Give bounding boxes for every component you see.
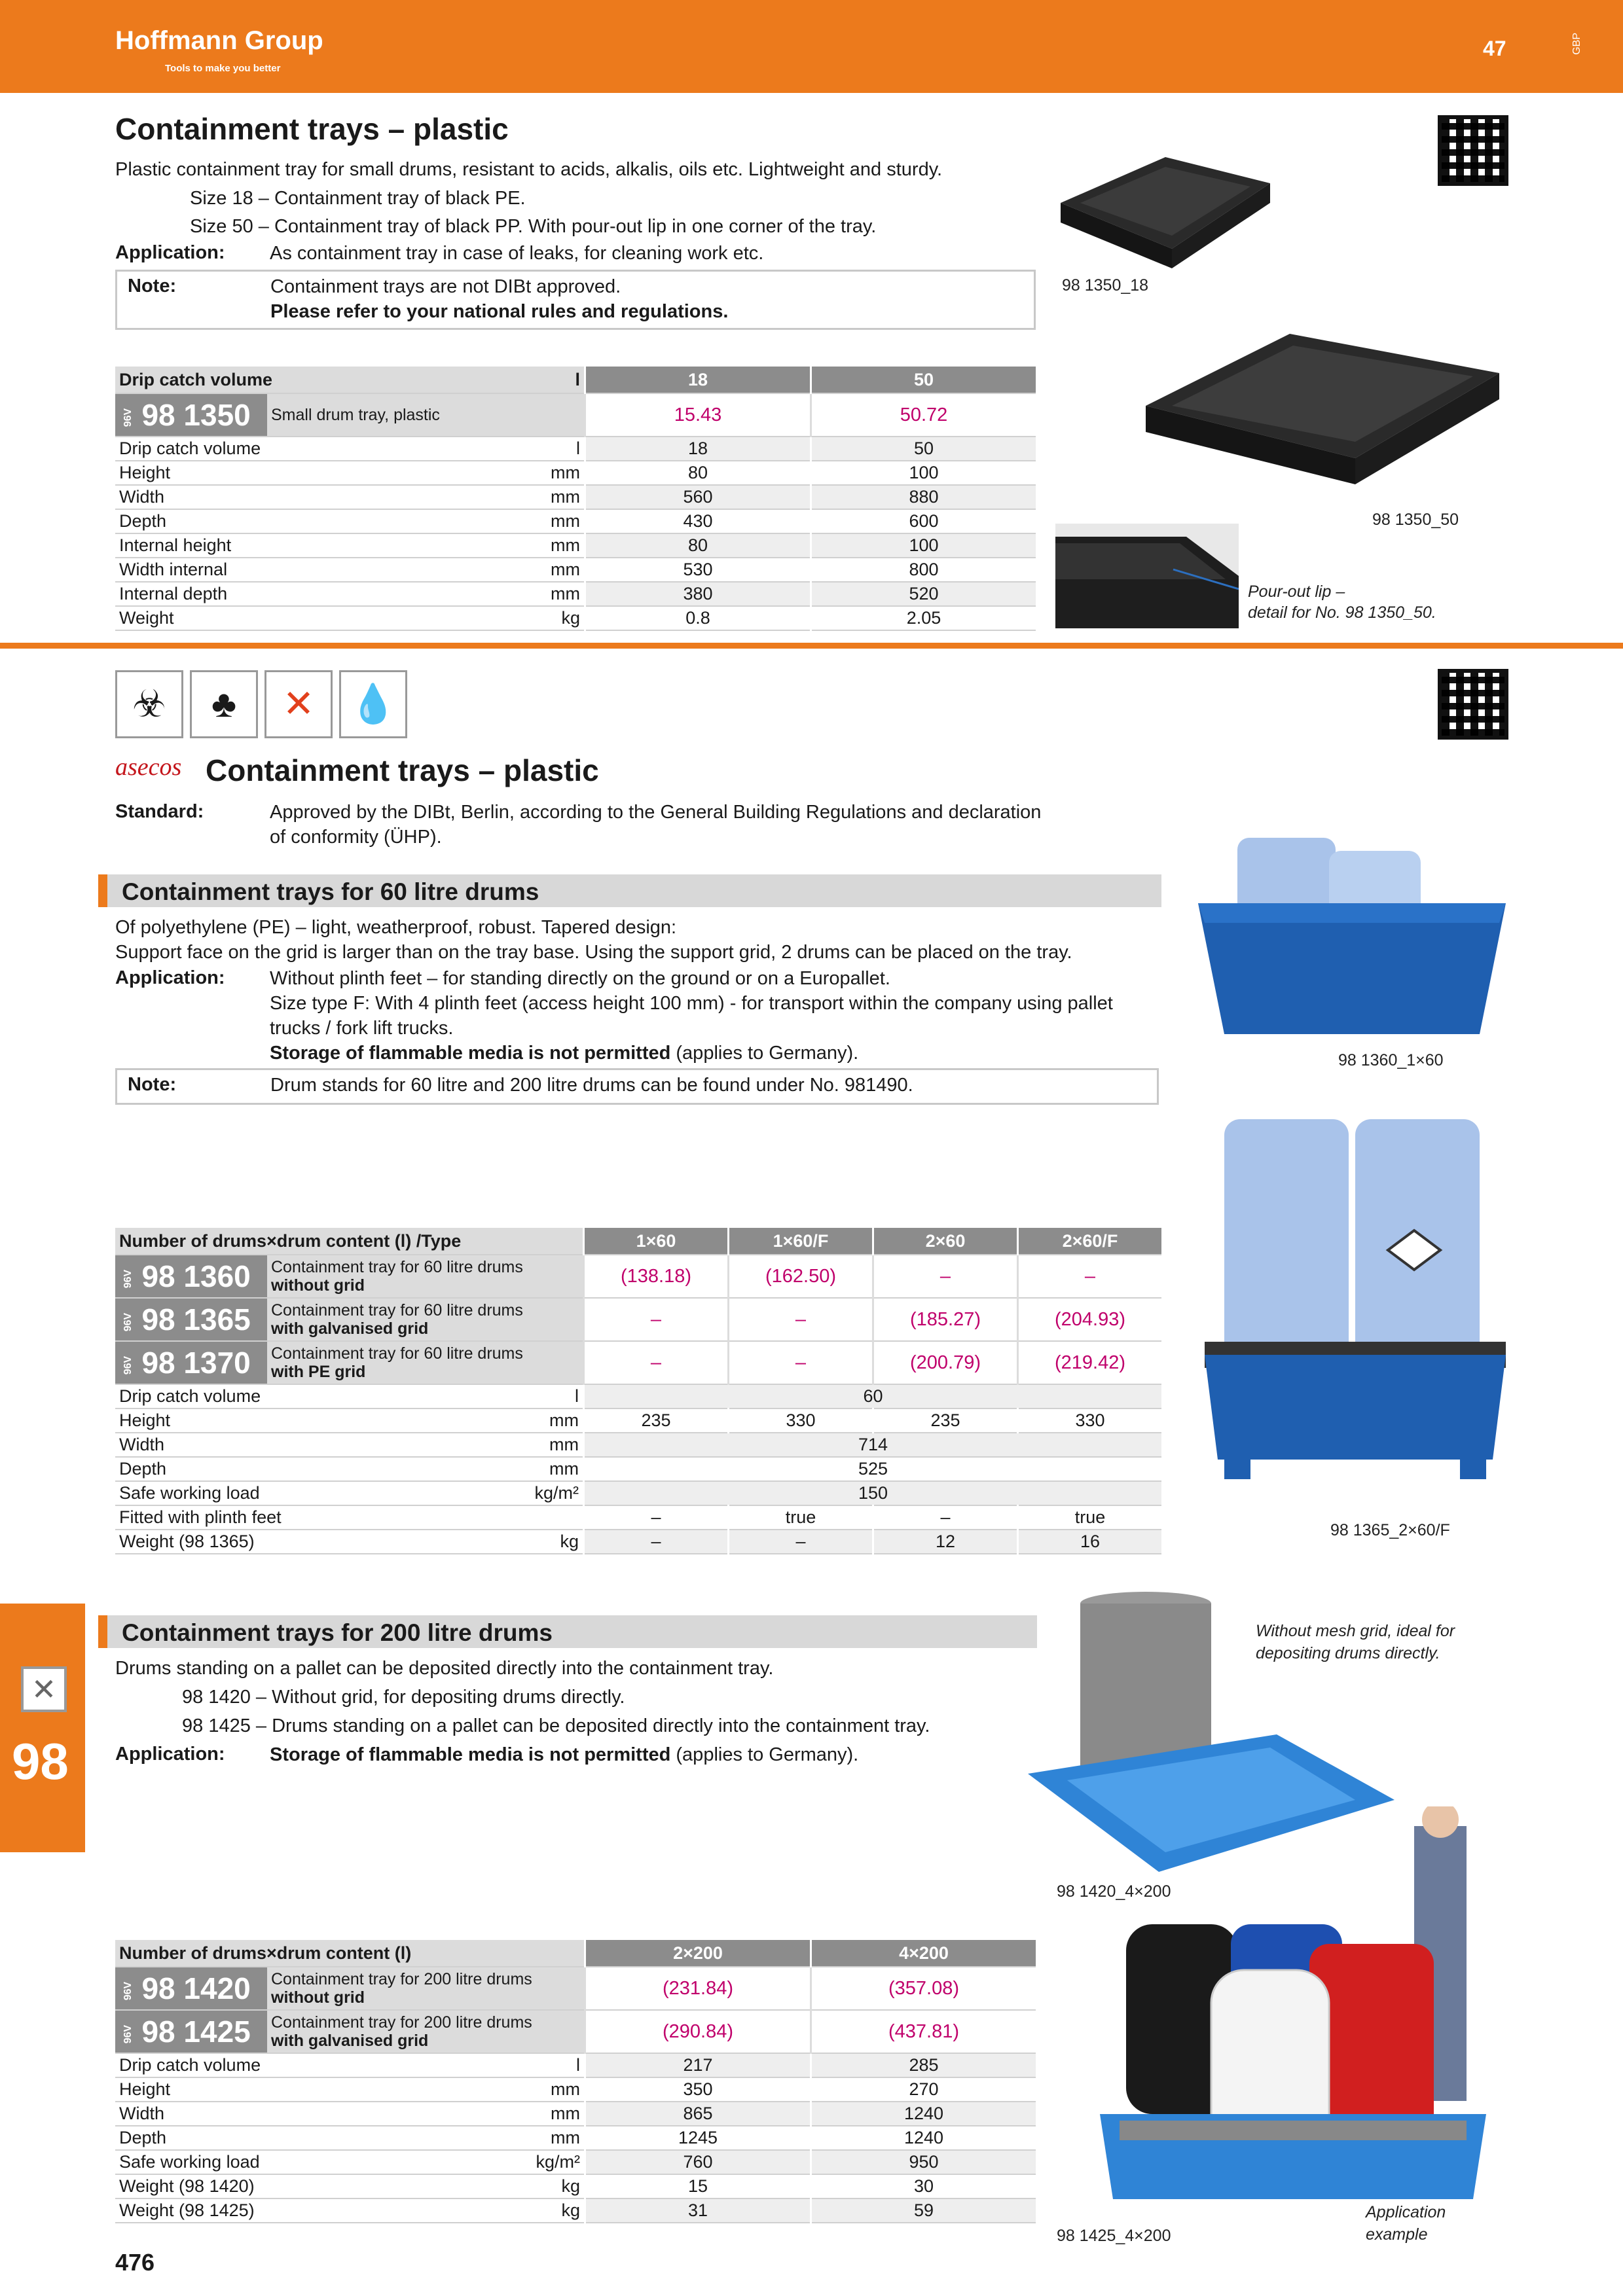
- environment-hazard-icon: ♣: [190, 670, 258, 738]
- sub60-line2: Support face on the grid is larger than on the tray base. Using the support grid, 2 drums can be placed on the tray.: [115, 942, 1072, 963]
- table-row: Fitted with plinth feet – true – true: [115, 1505, 1161, 1530]
- table-row: Height mm 80 100: [115, 461, 1036, 485]
- sub60-title: Containment trays for 60 litre drums: [122, 878, 539, 905]
- app-example-2: example: [1366, 2225, 1428, 2244]
- grade-icon: 96V: [122, 2024, 134, 2044]
- table-60-litre: Number of drums×drum content (l) /Type 1×60 1×60/F 2×60 2×60/F 96V 98 1360 Containment tray for 60 litre drums without grid (138.18) (162.50) – – 96V 98 1365 Containment tray for 60 litre drums with galvanised grid – – (185.27) (204.93) 96V 98 1370 Containment tray for 60 litre drums with PE grid – – (200.79) (219.42) Drip catch volume l 60 Height mm 235 330 235 330 Width mm 714 Depth mm 525 Safe working load kg/m² 150 Fitted with plinth feet – true – true Weight (98 1365) kg – – 12 16: [115, 1228, 1161, 1554]
- sub60-header: [98, 874, 1161, 907]
- table-row: Width mm 714: [115, 1433, 1161, 1457]
- table-row: Weight (98 1420) kg 15 30: [115, 2174, 1036, 2198]
- qr-code-icon[interactable]: [1438, 669, 1508, 740]
- article-number[interactable]: 96V 98 1370: [115, 1341, 267, 1384]
- product-desc: Containment tray for 200 litre drums with galvanised grid: [267, 2010, 585, 2053]
- pour-lip-detail-image: [1055, 524, 1239, 628]
- page-header: [0, 0, 1623, 93]
- table-row: Safe working load kg/m² 760 950: [115, 2150, 1036, 2174]
- section2-title: Containment trays – plastic: [206, 753, 599, 787]
- table-row: Depth mm 525: [115, 1457, 1161, 1481]
- table-row: 96V 98 1420 Containment tray for 200 litre drums without grid (231.84) (357.08): [115, 1967, 1036, 2010]
- brand-logo: [115, 26, 323, 56]
- table-row: Safe working load kg/m² 150: [115, 1481, 1161, 1505]
- table-row: Width mm 865 1240: [115, 2102, 1036, 2126]
- grade-icon: 96V: [122, 1269, 134, 1289]
- sub200-application-label: Application:: [115, 1744, 225, 1765]
- table-row: [115, 393, 1036, 437]
- region-code: GBP: [1571, 33, 1582, 55]
- table-row: Depth mm 1245 1240: [115, 2126, 1036, 2150]
- article-number[interactable]: 96V 98 1420: [115, 1967, 267, 2010]
- application-example-image: [1093, 1806, 1512, 2225]
- table-row: Height mm 350 270: [115, 2077, 1036, 2102]
- caption-18: 98 1350_18: [1062, 276, 1149, 295]
- img-note-1: Without mesh grid, ideal for: [1256, 1622, 1455, 1640]
- table-981350: [115, 367, 1036, 631]
- table-row: Height mm 235 330 235 330: [115, 1408, 1161, 1433]
- header-page-number: 47: [1483, 37, 1506, 60]
- table-header-label: Number of drums×drum content (l): [115, 1940, 585, 1967]
- logo-text: Hoffmann Group: [115, 26, 323, 55]
- sub200-app: Storage of flammable media is not permitted (applies to Germany).: [270, 1744, 859, 1765]
- table-row: Internal height mm 80 100: [115, 533, 1036, 558]
- img-note-2: depositing drums directly.: [1256, 1644, 1440, 1662]
- col-18: 18: [585, 367, 811, 393]
- caption-1425: 98 1425_4×200: [1057, 2227, 1171, 2245]
- table-row: Width mm 560 880: [115, 485, 1036, 509]
- grade-icon: 96V: [122, 1981, 134, 2001]
- table-row: Weight (98 1425) kg 31 59: [115, 2198, 1036, 2223]
- article-number[interactable]: 96V 98 1425: [115, 2010, 267, 2053]
- no-flammable-icon: ✕: [264, 670, 333, 738]
- note-line2: Please refer to your national rules and regulations.: [270, 301, 729, 322]
- note-label: Note:: [128, 276, 177, 296]
- chapter-icon: ✕: [21, 1666, 67, 1712]
- table-row: 96V 98 1360 Containment tray for 60 litre drums without grid (138.18) (162.50) – –: [115, 1255, 1161, 1298]
- protect-water-icon: 💧: [339, 670, 407, 738]
- sub60-app3: trucks / fork lift trucks.: [270, 1018, 454, 1039]
- tray-1x60-image: [1198, 831, 1512, 1047]
- tray-2x60F-image: [1198, 1119, 1512, 1486]
- table-row: 96V 98 1370 Containment tray for 60 litre drums with PE grid – – (200.79) (219.42): [115, 1341, 1161, 1384]
- table-row: Drip catch volume l 18 50: [115, 437, 1036, 461]
- sub200-title: Containment trays for 200 litre drums: [122, 1619, 553, 1646]
- tray-18-image: [1054, 131, 1277, 275]
- sub60-note-label: Note:: [128, 1074, 177, 1095]
- product-desc: Containment tray for 60 litre drums without grid: [267, 1255, 584, 1298]
- corrosive-hazard-icon: ☣: [115, 670, 183, 738]
- sub60-note-box: [115, 1068, 1159, 1105]
- sub60-application-label: Application:: [115, 967, 225, 988]
- pour-caption-2: detail for No. 98 1350_50.: [1248, 603, 1436, 622]
- sub60-app1: Without plinth feet – for standing directly on the ground or on a Europallet.: [270, 968, 890, 989]
- table-row: Width internal mm 530 800: [115, 558, 1036, 582]
- pour-caption-1: Pour-out lip –: [1248, 583, 1345, 601]
- app-example-1: Application: [1366, 2203, 1446, 2221]
- caption-1x60: 98 1360_1×60: [1338, 1051, 1444, 1069]
- chapter-tab[interactable]: [0, 1604, 85, 1852]
- product-desc: Containment tray for 60 litre drums with PE grid: [267, 1341, 584, 1384]
- table-row: Depth mm 430 600: [115, 509, 1036, 533]
- product-desc: Small drum tray, plastic: [267, 393, 585, 437]
- article-number[interactable]: 96V 98 1365: [115, 1298, 267, 1341]
- col-50: 50: [811, 367, 1036, 393]
- grade-icon: 96V: [122, 408, 134, 427]
- table-row: Weight (98 1365) kg – – 12 16: [115, 1530, 1161, 1554]
- footer-page-number: 476: [115, 2249, 155, 2276]
- sub200-item2: 98 1425 – Drums standing on a pallet can be deposited directly into the containment tray.: [182, 1715, 930, 1736]
- section1-title: Containment trays – plastic: [115, 112, 509, 146]
- product-desc: Containment tray for 200 litre drums without grid: [267, 1967, 585, 2010]
- caption-50: 98 1350_50: [1372, 511, 1459, 529]
- accent-bar: [98, 1615, 107, 1648]
- table-row: 96V 98 1365 Containment tray for 60 litre drums with galvanised grid – – (185.27) (204.93): [115, 1298, 1161, 1341]
- table-row: Drip catch volume l 217 285: [115, 2053, 1036, 2077]
- sub60-app2: Size type F: With 4 plinth feet (access height 100 mm) - for transport within the company using pallet: [270, 993, 1113, 1014]
- table-row: Drip catch volume l 60: [115, 1384, 1161, 1408]
- qr-code-icon[interactable]: [1438, 115, 1508, 186]
- sub200-header: [98, 1615, 1037, 1648]
- note-line1: Containment trays are not DIBt approved.: [270, 276, 621, 297]
- caption-1420: 98 1420_4×200: [1057, 1882, 1171, 1901]
- price: 15.43: [585, 393, 811, 437]
- price: 50.72: [811, 393, 1036, 437]
- grade-icon: 96V: [122, 1312, 134, 1332]
- chapter-number: 98: [12, 1732, 69, 1790]
- sub200-line1: Drums standing on a pallet can be deposited directly into the containment tray.: [115, 1658, 774, 1679]
- standard-label: Standard:: [115, 801, 204, 822]
- sub60-app4: Storage of flammable media is not permitted (applies to Germany).: [270, 1043, 859, 1064]
- accent-bar: [98, 874, 107, 907]
- application-text: As containment tray in case of leaks, for cleaning work etc.: [270, 243, 764, 264]
- caption-2x60F: 98 1365_2×60/F: [1330, 1521, 1450, 1539]
- note-box: [115, 270, 1036, 330]
- asecos-logo: asecos: [115, 753, 182, 781]
- table-200-litre: Number of drums×drum content (l) 2×200 4×200 96V 98 1420 Containment tray for 200 litre drums without grid (231.84) (357.08) 96V 98 1425 Containment tray for 200 litre drums with galvanised grid (290.84) (437.81) Drip catch volume l 217 285 Height mm 350 270 Width mm 865 1240 Depth mm 1245 1240 Safe working load kg/m² 760 950 Weight (98 1420) kg 15 30 Weight (98 1425) kg 31 59: [115, 1940, 1036, 2223]
- application-label: Application:: [115, 242, 225, 263]
- table-row: Weight kg 0.8 2.05: [115, 606, 1036, 630]
- grade-icon: 96V: [122, 1355, 134, 1375]
- table-row: Internal depth mm 380 520: [115, 582, 1036, 606]
- article-number[interactable]: 96V 98 1350: [115, 393, 267, 437]
- sub60-note-text: Drum stands for 60 litre and 200 litre drums can be found under No. 981490.: [270, 1075, 913, 1096]
- tray-50-image: [1139, 308, 1506, 504]
- product-desc: Containment tray for 60 litre drums with galvanised grid: [267, 1298, 584, 1341]
- table-header-label: Number of drums×drum content (l) /Type: [115, 1228, 584, 1255]
- standard-line1: Approved by the DIBt, Berlin, according to the General Building Regulations and declaration: [270, 802, 1042, 823]
- section1-intro: Plastic containment tray for small drums, resistant to acids, alkalis, oils etc. Lightweight and sturdy.: [115, 159, 943, 180]
- size50-line: Size 50 – Containment tray of black PP. With pour-out lip in one corner of the tray.: [190, 216, 877, 237]
- article-number[interactable]: 96V 98 1360: [115, 1255, 267, 1298]
- table-header-unit: l: [517, 367, 585, 393]
- sub60-line1: Of polyethylene (PE) – light, weatherproof, robust. Tapered design:: [115, 917, 677, 938]
- standard-line2: of conformity (ÜHP).: [270, 827, 442, 848]
- table-row: 96V 98 1425 Containment tray for 200 litre drums with galvanised grid (290.84) (437.81): [115, 2010, 1036, 2053]
- section-divider: [0, 643, 1623, 649]
- brand-tagline: Tools to make you better: [165, 63, 281, 74]
- size18-line: Size 18 – Containment tray of black PE.: [190, 188, 526, 209]
- table-header-label: Drip catch volume: [115, 367, 517, 393]
- sub200-item1: 98 1420 – Without grid, for depositing drums directly.: [182, 1687, 625, 1708]
